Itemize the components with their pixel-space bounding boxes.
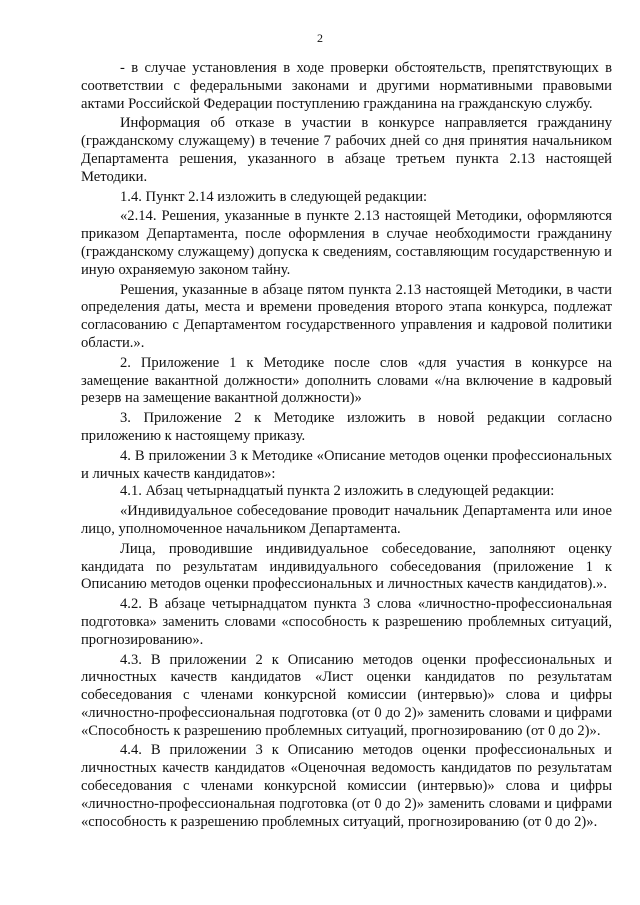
paragraph-item-4-1: 4.1. Абзац четырнадцатый пункта 2 изложить в следующей редакции: xyxy=(120,483,555,500)
paragraph-refusal-notice: Информация об отказе в участии в конкурсе направляется гражданину (гражданскому служащему) в течение 7 рабочих дней со дня принятия начальником Департамента решения, указанного в абзаце третьем пункта 2.13 настоящей Методики. xyxy=(81,115,612,185)
paragraph-item-4-4: 4.4. В приложении 3 к Описанию методов оценки профессиональных и личностных качеств кандидатов «Оценочная ведомость кандидатов по результатам собеседования с членами конкурсной комиссии (интервью)» слова и цифры «личностно-профессиональная подготовка (от 0 до 2)» заменить словами и цифрами «способность к разрешению проблемных ситуаций, прогнозированию (от 0 до 2)». xyxy=(81,742,612,830)
paragraph-decisions-agreement: Решения, указанные в абзаце пятом пункта 2.13 настоящей Методики, в части определения даты, места и времени проведения второго этапа конкурса, подлежат согласованию с Департаментом государственного управления и кадровой политики области.». xyxy=(81,281,612,351)
paragraph-item-2-14: «2.14. Решения, указанные в пункте 2.13 настоящей Методики, оформляются приказом Департамента, после оформления в случае необходимости гражданину (гражданскому служащему) допуска к сведениям, составляющим государственную и иную охраняемую законом тайну. xyxy=(81,208,612,278)
paragraph-item-4-2: 4.2. В абзаце четырнадцатом пункта 3 слова «личностно-профессиональная подготовка» заменить словами «способность к разрешению проблемных ситуаций, прогнозированию». xyxy=(81,596,612,648)
document-body xyxy=(81,60,612,831)
paragraph-item-4: 4. В приложении 3 к Методике «Описание методов оценки профессиональных и личных качеств кандидатов»: xyxy=(81,447,612,482)
page-number: 2 xyxy=(317,31,323,45)
paragraph-item-1-4: 1.4. Пункт 2.14 изложить в следующей редакции: xyxy=(120,188,428,205)
paragraph-item-3: 3. Приложение 2 к Методике изложить в новой редакции согласно приложению к настоящему приказу. xyxy=(81,410,612,444)
paragraph-refusal-grounds: - в случае установления в ходе проверки обстоятельств, препятствующих в соответствии с федеральными законами и другими нормативными правовыми актами Российской Федерации поступлению гражданина на гражданскую службу. xyxy=(81,60,612,112)
paragraph-item-4-3: 4.3. В приложении 2 к Описанию методов оценки профессиональных и личностных качеств кандидатов «Лист оценки кандидатов по результатам собеседования с членами конкурсной комиссии (интервью)» слова и цифры «личностно-профессиональная подготовка (от 0 до 2)» заменить словами и цифрами «Способность к разрешению проблемных ситуаций, прогнозированию (от 0 до 2)». xyxy=(81,651,612,739)
paragraph-individual-interview: «Индивидуальное собеседование проводит начальник Департамента или иное лицо, уполномоченное начальником Департамента. xyxy=(81,503,612,537)
paragraph-item-2: 2. Приложение 1 к Методике после слов «для участия в конкурсе на замещение вакантной должности» дополнить словами «/на включение в кадровый резерв на замещение вакантной должности)» xyxy=(81,354,612,407)
paragraph-interview-assessment: Лица, проводившие индивидуальное собеседование, заполняют оценку кандидата по результатам индивидуального собеседования (приложение 1 к Описанию методов оценки профессиональных и личностных качеств кандидатов).». xyxy=(81,540,612,593)
